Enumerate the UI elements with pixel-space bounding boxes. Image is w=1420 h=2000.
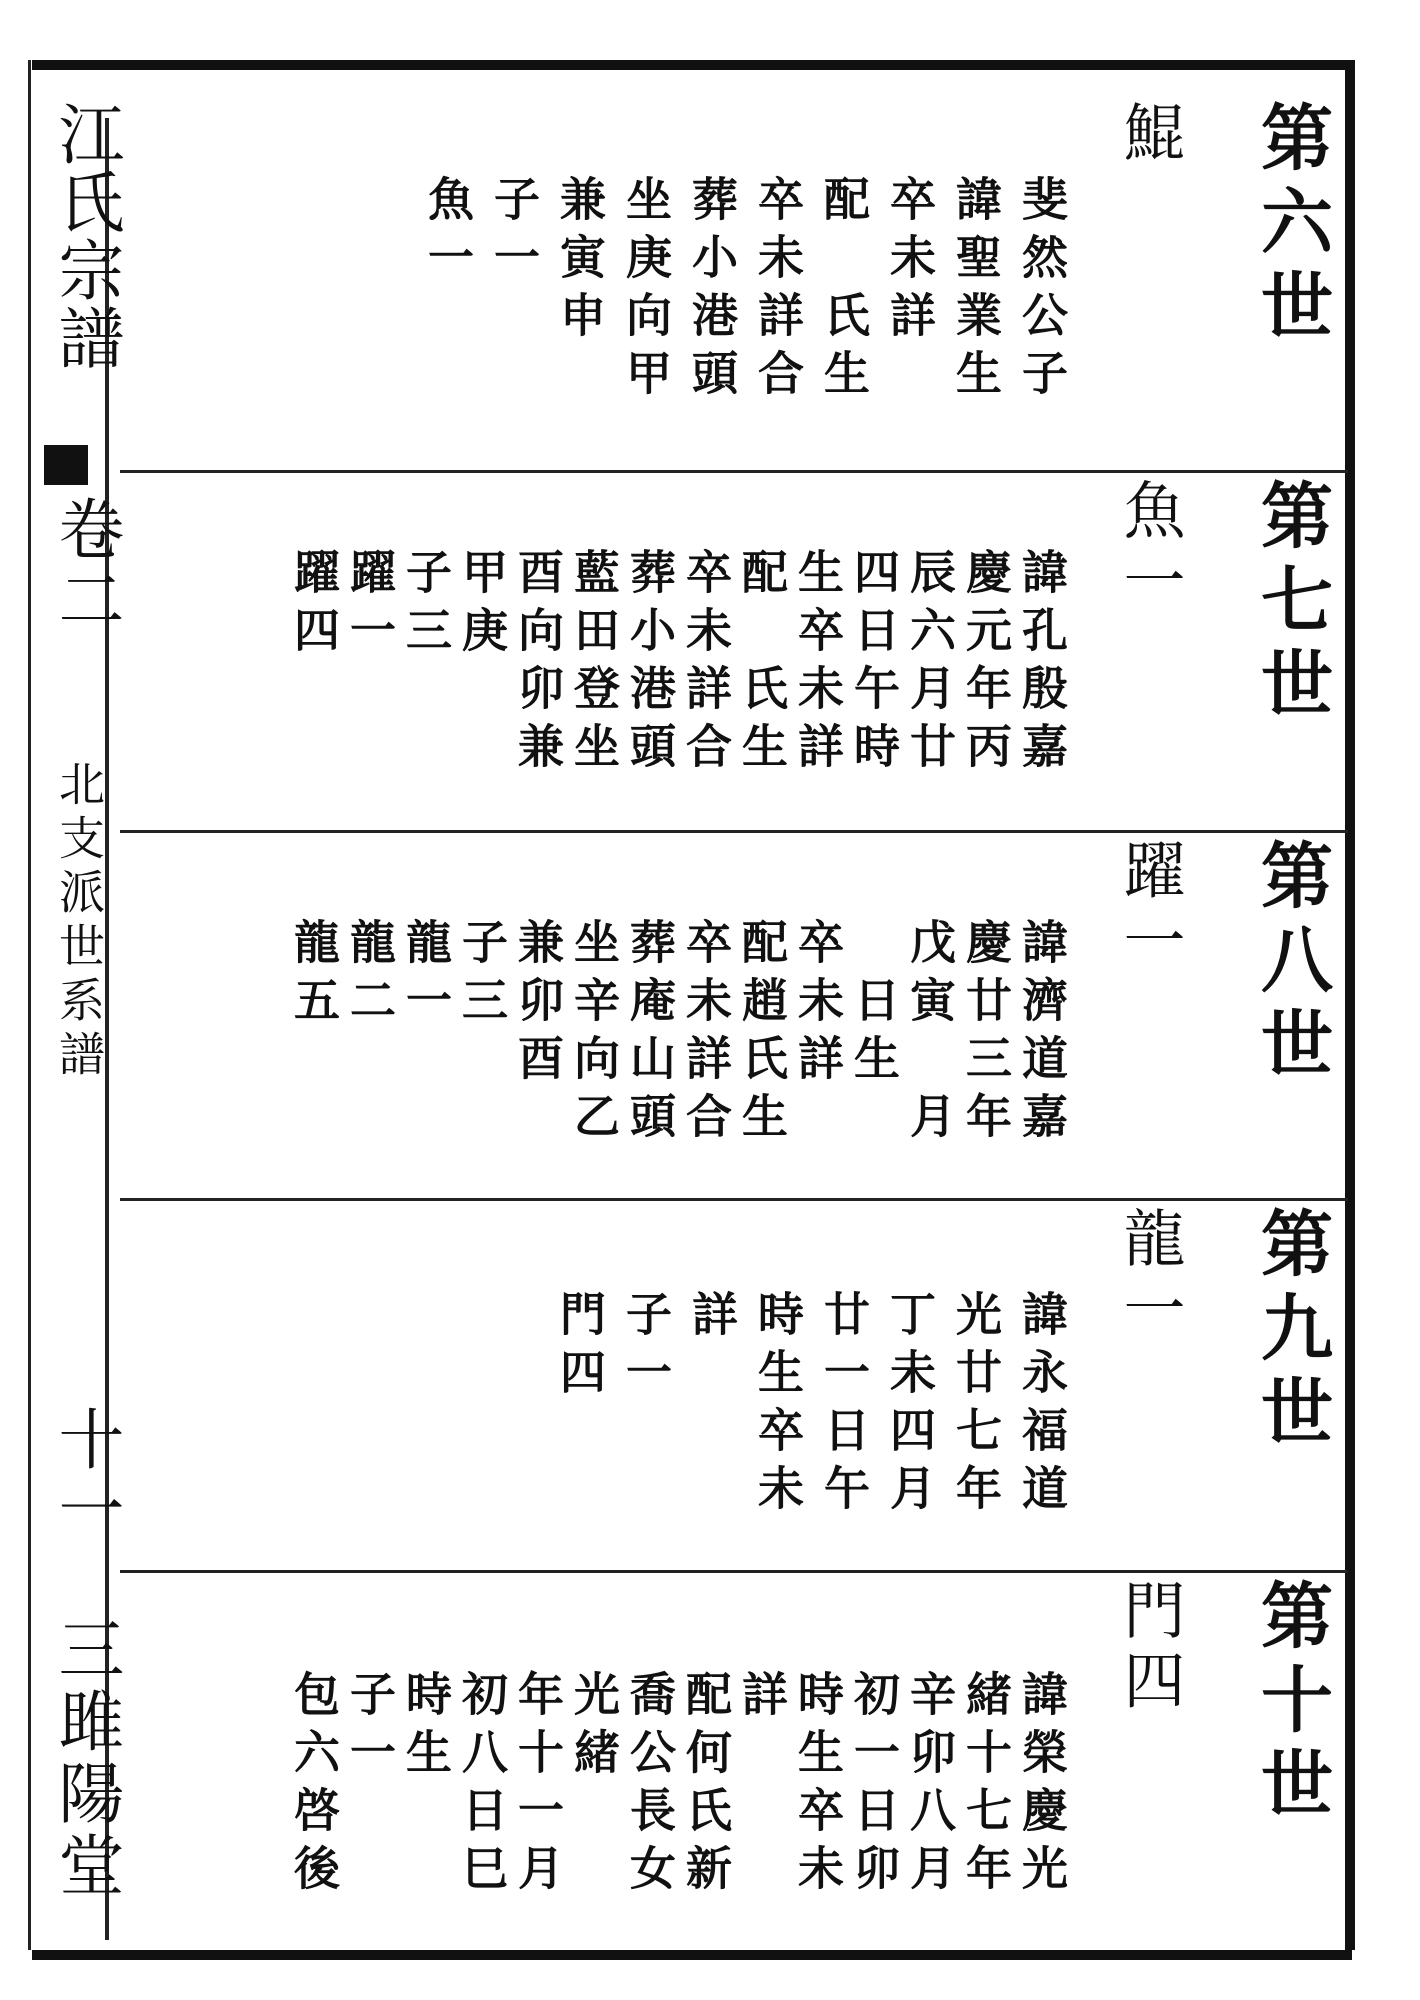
person-name: 龍一 [1113,1206,1186,1346]
biography-column: 躍一 [343,548,397,664]
person-name: 魚一 [1113,478,1186,618]
biography-column: 卒未詳合 [679,548,733,780]
biography-column: 光緒 [567,1670,621,1786]
section-title: 北支派世系譜 [52,760,106,1084]
biography-column: 配 氏生 [817,175,871,407]
biography-column: 日生 [847,918,901,1092]
fishtail-block [44,445,88,485]
biography-column: 緒十七年 [959,1670,1013,1902]
biography-column: 坐辛向乙 [567,918,621,1150]
person-name: 躍一 [1113,838,1186,978]
biography-column: 坐庚向甲 [619,175,673,407]
biography-column: 斐然公子 [1015,175,1069,407]
biography-column: 卒未詳 [883,175,937,349]
biography-column: 辛卯八月 [903,1670,957,1902]
biography-column: 光廿七年 [949,1290,1003,1522]
biography-column: 時生卒未 [791,1670,845,1902]
biography-column: 生卒未詳 [791,548,845,780]
biography-column: 配 氏生 [735,548,789,780]
biography-column: 時生 [399,1670,453,1786]
generation-label: 第六世 [1249,100,1334,352]
row-divider [120,470,1348,473]
row-divider [120,830,1348,833]
biography-column: 兼卯酉 [511,918,565,1092]
biography-entry [287,548,1069,780]
row-divider [120,1198,1348,1201]
biography-column: 喬公長女 [623,1670,677,1902]
biography-column: 詳 [735,1670,789,1728]
biography-column: 諱榮慶光 [1015,1670,1069,1902]
biography-entry [421,175,1069,407]
generation-label: 第十世 [1249,1578,1334,1830]
biography-column: 包六啓後 [287,1670,341,1902]
biography-column: 丁未四月 [883,1290,937,1522]
biography-column: 年十一月 [511,1670,565,1902]
biography-column: 葬小港頭 [623,548,677,780]
frame-right-border [1345,60,1355,1950]
biography-column: 龍二 [343,918,397,1034]
outer-border-left [28,60,31,1950]
biography-column: 四日午時 [847,548,901,780]
biography-column: 子一 [487,175,541,291]
biography-column: 慶廿三年 [959,918,1013,1150]
biography-column: 配何氏新 [679,1670,733,1902]
generation-label: 第九世 [1249,1206,1334,1458]
book-title: 江氏宗譜 [47,100,124,372]
row-divider [120,1570,1348,1573]
biography-column: 慶元年丙 [959,548,1013,780]
biography-column: 時生卒未 [751,1290,805,1522]
person-name: 鯤 [1113,100,1186,170]
biography-entry [287,1670,1069,1902]
biography-column: 葬庵山頭 [623,918,677,1150]
biography-column: 諱永福道 [1015,1290,1069,1522]
biography-column: 門四 [553,1290,607,1406]
biography-column: 魚一 [421,175,475,291]
generation-label: 第七世 [1249,478,1334,730]
biography-column: 卒未詳 [791,918,845,1092]
biography-column: 卒未詳合 [751,175,805,407]
biography-column: 子一 [343,1670,397,1786]
person-name: 門四 [1113,1578,1186,1718]
biography-column: 廿一日午 [817,1290,871,1522]
biography-column: 戊寅 月 [903,918,957,1150]
biography-entry [287,918,1069,1150]
biography-column: 龍一 [399,918,453,1034]
biography-column: 葬小港頭 [685,175,739,407]
leaf-number: 十一 [47,1405,124,1545]
biography-column: 酉向卯兼 [511,548,565,780]
hall-name: 三雎陽堂 [47,1615,124,1903]
biography-column: 子三 [399,548,453,664]
biography-column: 諱聖業生 [949,175,1003,407]
biography-column: 甲庚 [455,548,509,664]
biography-column: 初八日巳 [455,1670,509,1902]
biography-column: 兼寅申 [553,175,607,349]
biography-column: 龍五 [287,918,341,1034]
biography-column: 藍田登坐 [567,548,621,780]
biography-column: 卒未詳合 [679,918,733,1150]
biography-column: 諱濟道嘉 [1015,918,1069,1150]
biography-column: 躍四 [287,548,341,664]
biography-entry [553,1290,1069,1522]
biography-column: 詳 [685,1290,739,1348]
biography-column: 辰六月廿 [903,548,957,780]
biography-column: 諱孔殷嘉 [1015,548,1069,780]
biography-column: 初一日卯 [847,1670,901,1902]
biography-column: 配趙氏生 [735,918,789,1150]
biography-column: 子三 [455,918,509,1034]
biography-column: 子一 [619,1290,673,1406]
generation-label: 第八世 [1249,838,1334,1090]
volume-label: 卷二 [47,495,124,635]
